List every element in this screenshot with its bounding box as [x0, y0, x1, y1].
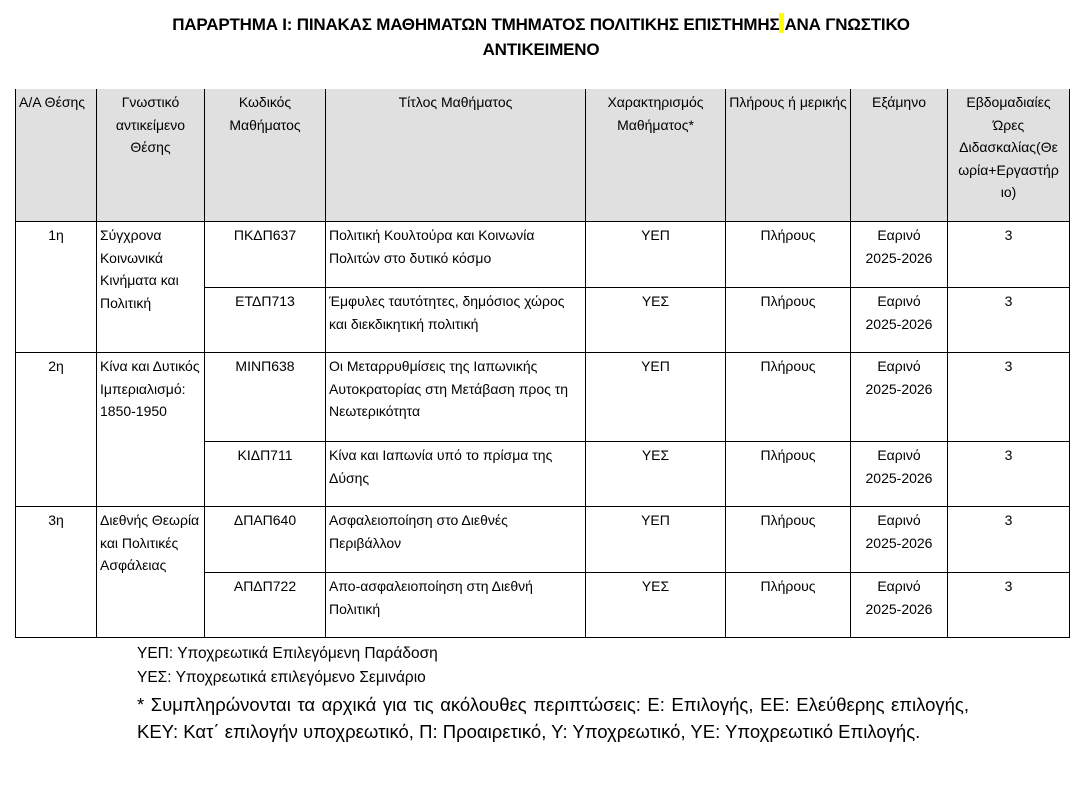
semester-season: Εαρινό: [877, 227, 921, 243]
subject-cell: Διεθνής Θεωρία και Πολιτικές Ασφάλειας: [97, 507, 205, 638]
course-code-cell: ΚΙΔΠ711: [205, 442, 326, 507]
weekly-hours-cell: 3: [948, 442, 1070, 507]
semester-cell: [851, 222, 948, 288]
weekly-hours-cell: 3: [948, 507, 1070, 573]
header-course-type: Χαρακτηρισμός Μαθήματος*: [586, 89, 726, 222]
full-or-partial-cell: Πλήρους: [726, 353, 851, 442]
semester-cell: [851, 353, 948, 442]
course-code-cell: ΜΙΝΠ638: [205, 353, 326, 442]
weekly-hours-cell: 3: [948, 222, 1070, 288]
semester-cell: [851, 442, 948, 507]
header-course-title: Τίτλος Μαθήματος: [326, 89, 586, 222]
header-weekly-hours-line: ιο): [1000, 184, 1017, 200]
semester-year: 2025-2026: [865, 380, 933, 397]
title-part-1: ΠΑΡΑΡΤΗΜΑ Ι: ΠΙΝΑΚΑΣ ΜΑΘΗΜΑΤΩΝ ΤΜΗΜΑΤΟΣ ΠΟΛΙΤΙΚΗΣ ΕΠΙΣΤΗΜΗΣ: [172, 15, 780, 34]
header-subject: Γνωστικό αντικείμενο Θέσης: [97, 89, 205, 222]
header-full-or-partial: Πλήρους ή μερικής: [726, 89, 851, 222]
header-course-code: Κωδικός Μαθήματος: [205, 89, 326, 222]
header-weekly-hours-line: Διδασκαλίας(Θε: [959, 139, 1058, 155]
course-title-cell: Πολιτική Κουλτούρα και Κοινωνία Πολιτών στο δυτικό κόσμο: [326, 222, 586, 288]
semester-year: 2025-2026: [865, 249, 933, 266]
footnotes: [134, 640, 977, 745]
header-weekly-hours-line: Ώρες: [992, 116, 1025, 133]
semester-season: Εαρινό: [877, 293, 921, 309]
position-cell: 1η: [16, 222, 97, 353]
semester-season: Εαρινό: [877, 512, 921, 528]
weekly-hours-cell: 3: [948, 353, 1070, 442]
semester-cell: [851, 288, 948, 353]
course-title-cell: Κίνα και Ιαπωνία υπό το πρίσμα της Δύσης: [326, 442, 586, 507]
course-title-cell: Έμφυλες ταυτότητες, δημόσιος χώρος και διεκδικητική πολιτική: [326, 288, 586, 353]
courses-table: [15, 89, 1070, 638]
weekly-hours-cell: 3: [948, 573, 1070, 638]
footnote-abbreviations: * Συμπληρώνονται τα αρχικά για τις ακόλουθες περιπτώσεις: Ε: Επιλογής, ΕΕ: Ελεύθερης επιλογής, ΚΕΥ: Κατ΄ επιλογήν υποχρεωτικό, Π: Προαιρετικό, Υ: Υποχρεωτικό, ΥΕ: Υποχρεωτικό Επιλογής.: [137, 694, 969, 742]
full-or-partial-cell: Πλήρους: [726, 222, 851, 288]
header-weekly-hours-line: ωρία+Εργαστήρ: [958, 161, 1059, 178]
course-title-cell: Απο-ασφαλειοποίηση στη Διεθνή Πολιτική: [326, 573, 586, 638]
table-row: [16, 222, 1070, 288]
header-weekly-hours: [948, 89, 1070, 222]
weekly-hours-cell: 3: [948, 288, 1070, 353]
position-cell: 2η: [16, 353, 97, 507]
course-type-cell: ΥΕΠ: [586, 507, 726, 573]
course-code-cell: ΕΤΔΠ713: [205, 288, 326, 353]
semester-year: 2025-2026: [865, 534, 933, 551]
course-type-cell: ΥΕΠ: [586, 222, 726, 288]
table-header-row: [16, 89, 1070, 222]
semester-year: 2025-2026: [865, 315, 933, 332]
full-or-partial-cell: Πλήρους: [726, 507, 851, 573]
full-or-partial-cell: Πλήρους: [726, 573, 851, 638]
header-position: Α/Α Θέσης: [16, 89, 97, 222]
footnote-yep: ΥΕΠ: Υποχρεωτικά Επιλεγόμενη Παράδοση: [137, 645, 438, 662]
table-row: [16, 507, 1070, 573]
full-or-partial-cell: Πλήρους: [726, 288, 851, 353]
document-title: [0, 12, 1082, 62]
semester-season: Εαρινό: [877, 447, 921, 463]
semester-year: 2025-2026: [865, 600, 933, 617]
table-row: [16, 353, 1070, 442]
header-weekly-hours-line: Εβδομαδιαίες: [966, 94, 1051, 110]
course-type-cell: ΥΕΣ: [586, 573, 726, 638]
course-type-cell: ΥΕΣ: [586, 442, 726, 507]
semester-cell: [851, 573, 948, 638]
title-line-2: ΑΝΤΙΚΕΙΜΕΝΟ: [482, 40, 600, 59]
position-cell: 3η: [16, 507, 97, 638]
header-semester: Εξάμηνο: [851, 89, 948, 222]
course-title-cell: Οι Μεταρρυθμίσεις της Ιαπωνικής Αυτοκρατορίας στη Μετάβαση προς τη Νεωτερικότητα: [326, 353, 586, 442]
course-type-cell: ΥΕΠ: [586, 353, 726, 442]
semester-year: 2025-2026: [865, 469, 933, 486]
footnote-yes: ΥΕΣ: Υποχρεωτικά επιλεγόμενο Σεμινάριο: [137, 669, 426, 686]
semester-season: Εαρινό: [877, 578, 921, 594]
course-code-cell: ΑΠΔΠ722: [205, 573, 326, 638]
subject-cell: Κίνα και Δυτικός Ιμπεριαλισμό: 1850-1950: [97, 353, 205, 507]
title-line-1: [0, 12, 1082, 37]
course-type-cell: ΥΕΣ: [586, 288, 726, 353]
full-or-partial-cell: Πλήρους: [726, 442, 851, 507]
subject-cell: Σύγχρονα Κοινωνικά Κινήματα και Πολιτική: [97, 222, 205, 353]
semester-season: Εαρινό: [877, 358, 921, 374]
course-code-cell: ΔΠΑΠ640: [205, 507, 326, 573]
title-part-2: ΑΝΑ ΓΝΩΣΤΙΚΟ: [784, 15, 910, 34]
semester-cell: [851, 507, 948, 573]
course-title-cell: Ασφαλειοποίηση στο Διεθνές Περιβάλλον: [326, 507, 586, 573]
course-code-cell: ΠΚΔΠ637: [205, 222, 326, 288]
